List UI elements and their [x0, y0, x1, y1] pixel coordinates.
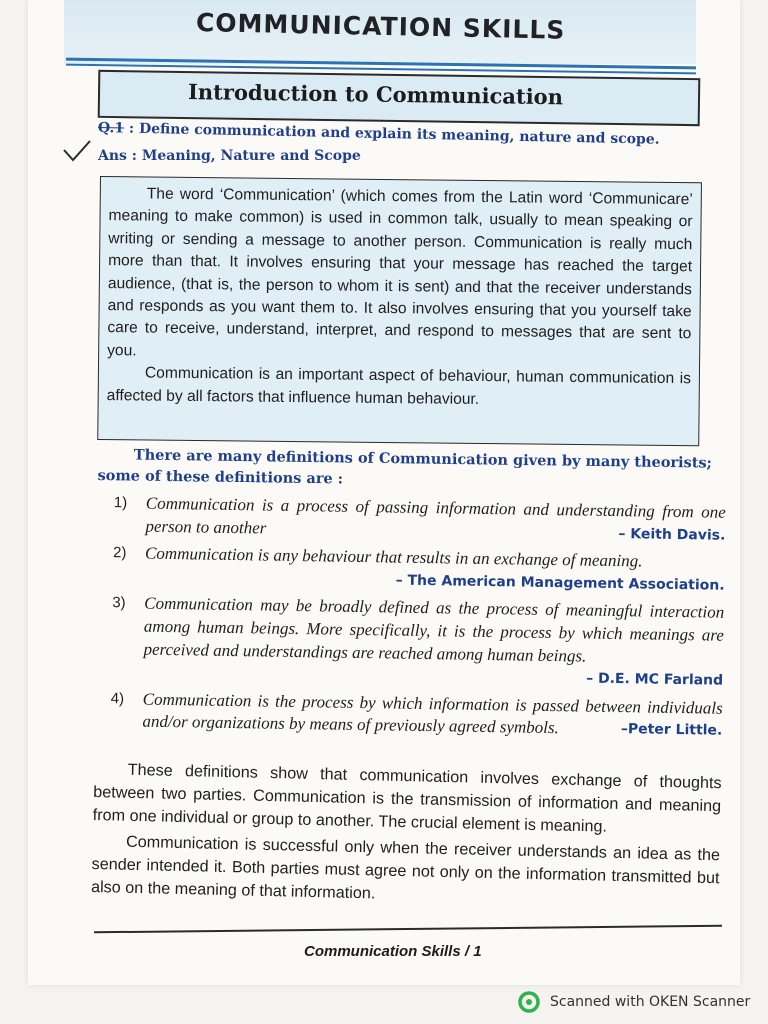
definitions-intro: There are many definitions of Communication given by many theorists; some of these definitions are : — [97, 446, 713, 488]
definition-number: 1) — [113, 494, 128, 512]
section-title-box — [98, 70, 701, 126]
scanner-watermark — [518, 990, 750, 1014]
intro-paragraph: The word ‘Communication’ (which comes from the Latin word ‘Communicare’ meaning to make common) is used in common talk, usually to mean speaking or writing or sending a message to another person. Communication is really much more than that. It involves ensuring that your message has reached the target audience, (that is, the person to whom it is sent) and that the receiver understands and responds as you want them to. It also involves ensuring that you yourself take care to receive, understand, interpret, and respond to messages that are sent to you. — [107, 185, 693, 360]
definition-number: 3) — [112, 594, 126, 612]
closing-paragraph: Communication is successful only when the receiver understands an idea as the sender intended it. Both parties must agree not only on the information transmitted but also on the meaning of that information. — [90, 833, 721, 903]
page-footer: Communication Skills / 1 — [304, 943, 482, 960]
answer-text: Meaning, Nature and Scope — [136, 148, 361, 164]
definition-text: Communication is the process by which information is passed between individuals and/or organizations by means of previously agreed symbols. — [142, 689, 723, 738]
oken-scanner-logo-icon — [518, 991, 540, 1013]
footer-rule — [94, 925, 722, 933]
book-title: COMMUNICATION SKILLS — [195, 8, 566, 45]
scanner-text: Scanned with OKEN Scanner — [550, 994, 751, 1010]
definition-item — [105, 492, 726, 547]
definition-item — [103, 592, 724, 692]
answer-label: Ans : — [98, 148, 137, 164]
closing-section — [91, 758, 722, 917]
definition-author: – The American Management Association. — [395, 572, 725, 594]
question-text: : Define communication and explain its meaning, nature and scope. — [123, 120, 660, 148]
definition-text: Communication is any behaviour that results in an exchange of meaning. — [144, 543, 643, 571]
closing-paragraph: These definitions show that communication involves exchange of thoughts between two parties. Communication is the transmission of information and meaning from one individual or group to another. The crucial element is meaning. — [92, 760, 722, 836]
checkmark-icon — [62, 138, 92, 164]
definition-author: – D.E. MC Farland — [586, 670, 724, 689]
definition-number: 4) — [110, 689, 125, 708]
document-page — [28, 0, 740, 985]
answer-line — [98, 148, 361, 164]
definition-text: Communication may be broadly defined as the process of meaningful interaction among human beings. More specifically, it is the process by which meanings are perceived and understandings are reached among human beings. — [143, 593, 725, 666]
question-label: Q.1 — [97, 120, 125, 137]
definition-text: Communication is a process of passing information and understanding from one person to another — [145, 493, 726, 538]
definition-item — [105, 542, 726, 597]
intro-paragraph: Communication is an important aspect of behaviour, human communication is affected by all factors that influence human behaviour. — [106, 364, 691, 408]
intro-box — [97, 176, 702, 446]
definitions-list — [102, 492, 726, 748]
definition-number: 2) — [112, 544, 127, 562]
section-title: Introduction to Communication — [187, 79, 564, 110]
header-band — [64, 0, 696, 64]
definition-author: –Peter Little. — [620, 721, 723, 740]
definition-author: – Keith Davis. — [618, 525, 726, 544]
definition-item — [102, 688, 723, 743]
